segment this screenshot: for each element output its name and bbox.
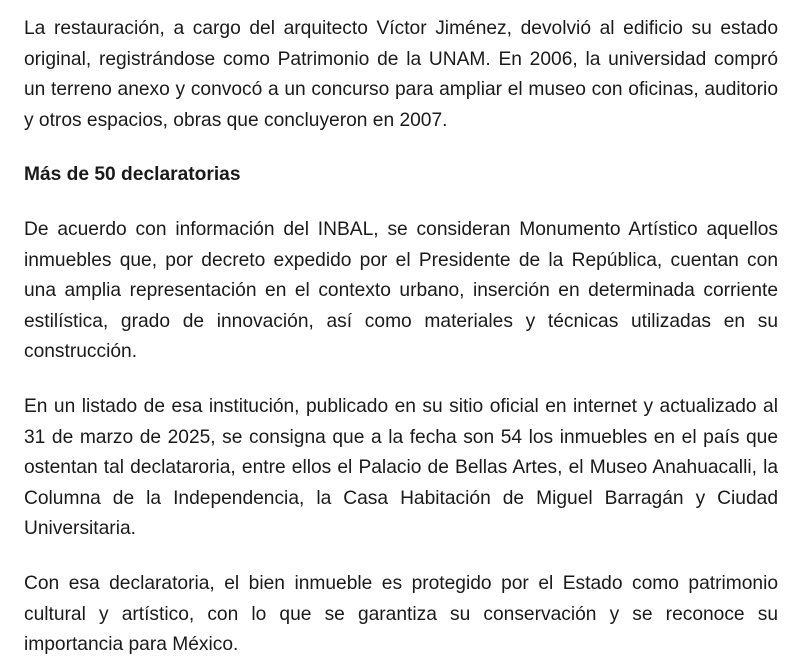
article-paragraph: De acuerdo con información del INBAL, se consideran Monumento Artístico aquellos inmuebles que, por decreto expedido por el Presidente de la República, cuentan con una amplia representación en el contexto urbano, inserción en determinada corriente estilística, grado de innovación, así como materiales y técnicas utilizadas en su construcción. xyxy=(24,218,778,363)
article-paragraph: Con esa declaratoria, el bien inmueble es protegido por el Estado como patrimonio cultural y artístico, con lo que se garantiza su conservación y se reconoce su importancia para México. xyxy=(24,572,778,656)
section-heading: Más de 50 declaratorias xyxy=(24,164,241,186)
article-paragraph: En un listado de esa institución, publicado en su sitio oficial en internet y actualizado al 31 de marzo de 2025, se consigna que a la fecha son 54 los inmuebles en el país que ostentan tal declataroria, entre ellos el Palacio de Bellas Artes, el Museo Anahuacalli, la Columna de la Independencia, la Casa Habitación de Miguel Barragán y Ciudad Universitaria. xyxy=(24,395,778,540)
article-paragraph: La restauración, a cargo del arquitecto Víctor Jiménez, devolvió al edificio su estado original, registrándose como Patrimonio de la UNAM. En 2006, la universidad compró un terreno anexo y convocó a un concurso para ampliar el museo con oficinas, auditorio y otros espacios, obras que concluyeron en 2007. xyxy=(24,18,778,131)
